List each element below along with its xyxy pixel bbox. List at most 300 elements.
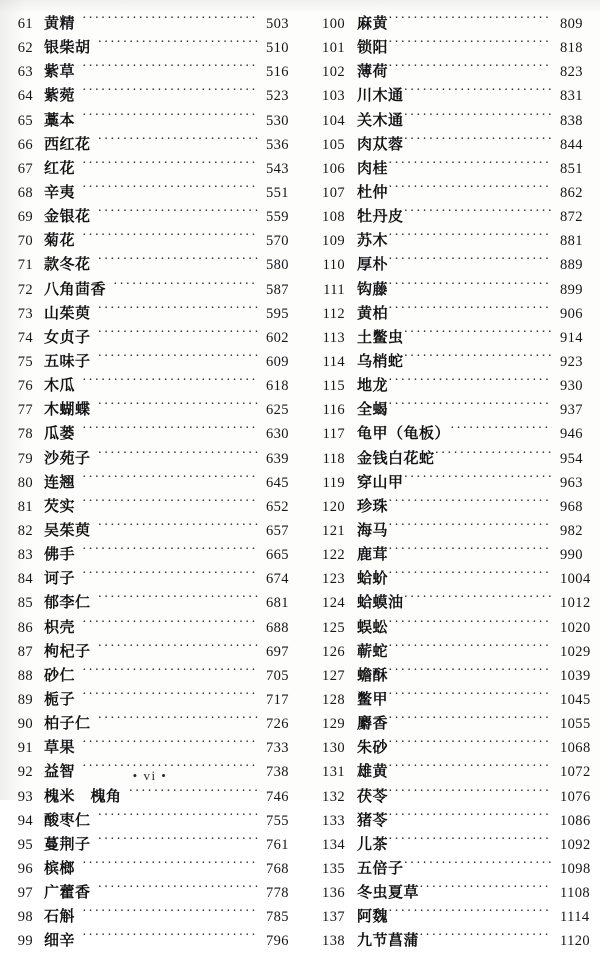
toc-entry[interactable] — [300, 109, 600, 133]
toc-entry-number: 64 — [17, 88, 33, 105]
toc-entry-title[interactable]: 珍珠 — [357, 496, 389, 515]
toc-dot-leader — [98, 302, 258, 318]
toc-entry-page-number: 796 — [266, 933, 289, 950]
toc-dot-leader — [82, 181, 258, 197]
toc-entry[interactable] — [300, 253, 600, 277]
toc-entry-title[interactable]: 麻黄 — [357, 14, 389, 32]
toc-entry-page-number: 543 — [266, 160, 289, 177]
toc-entry-title[interactable]: 女贞子 — [44, 327, 91, 346]
toc-entry-page-number: 595 — [266, 305, 289, 322]
toc-entry[interactable] — [0, 640, 300, 664]
toc-dot-leader — [98, 833, 258, 849]
toc-entry-title[interactable]: 朱砂 — [357, 738, 389, 757]
toc-entry-title[interactable]: 锁阳 — [357, 38, 389, 57]
toc-entry-page-number: 906 — [560, 305, 583, 322]
toc-dot-leader — [388, 664, 552, 680]
toc-entry[interactable] — [300, 350, 600, 374]
toc-entry-number: 105 — [322, 136, 345, 153]
toc-entry-title[interactable]: 菊花 — [44, 231, 76, 250]
toc-dot-leader — [404, 857, 552, 873]
toc-entry-title[interactable]: 广藿香 — [44, 883, 91, 902]
toc-dot-leader — [82, 495, 258, 511]
toc-entry[interactable] — [300, 229, 600, 253]
toc-entry[interactable] — [0, 591, 300, 615]
toc-entry[interactable] — [0, 736, 300, 760]
toc-entry-title[interactable]: 砂仁 — [44, 665, 76, 684]
toc-entry-title[interactable]: 穿山甲 — [357, 472, 404, 491]
toc-entry-title[interactable]: 肉桂 — [357, 158, 389, 177]
toc-entry-page-number: 1108 — [560, 885, 591, 902]
toc-entry-number: 81 — [17, 498, 33, 515]
toc-entry-title[interactable]: 槐米 槐角 — [44, 786, 122, 805]
toc-dot-leader — [82, 616, 258, 632]
toc-entry[interactable] — [0, 36, 300, 60]
toc-entry-number: 85 — [17, 595, 33, 612]
toc-entry-title[interactable]: 紫菀 — [44, 86, 76, 105]
toc-entry-page-number: 785 — [266, 909, 289, 926]
toc-entry[interactable] — [0, 905, 300, 929]
toc-entry-number: 91 — [17, 740, 33, 757]
toc-entry-number: 116 — [322, 402, 345, 419]
toc-dot-leader — [98, 712, 258, 728]
toc-entry-title[interactable]: 蜈蚣 — [357, 617, 389, 636]
toc-entry[interactable] — [300, 157, 600, 181]
toc-entry-title[interactable]: 木瓜 — [44, 376, 76, 395]
toc-dot-leader — [388, 36, 552, 52]
toc-entry-number: 121 — [322, 522, 345, 539]
toc-entry[interactable] — [300, 471, 600, 495]
toc-entry[interactable] — [0, 519, 300, 543]
toc-entry-number: 95 — [17, 836, 33, 853]
toc-entry-number: 66 — [17, 136, 33, 153]
toc-entry-title[interactable]: 槟榔 — [44, 858, 76, 877]
toc-dot-leader — [404, 133, 552, 149]
toc-entry-number: 102 — [322, 64, 345, 81]
toc-entry[interactable] — [0, 157, 300, 181]
toc-entry[interactable] — [300, 857, 600, 881]
toc-entry-title[interactable]: 西红花 — [44, 134, 91, 153]
toc-entry-page-number: 681 — [266, 595, 289, 612]
toc-entry-title[interactable]: 乌梢蛇 — [357, 351, 404, 370]
toc-entry-title[interactable]: 细辛 — [44, 931, 76, 950]
toc-entry[interactable] — [300, 809, 600, 833]
toc-entry[interactable] — [300, 181, 600, 205]
toc-entry-number: 97 — [17, 885, 33, 902]
toc-entry-title[interactable]: 郁李仁 — [44, 593, 91, 612]
toc-dot-leader — [388, 374, 552, 390]
toc-entry[interactable] — [300, 760, 600, 784]
toc-dot-leader — [82, 109, 258, 125]
toc-entry-title[interactable]: 儿茶 — [357, 834, 389, 853]
toc-entry[interactable] — [0, 350, 300, 374]
toc-entry-number: 83 — [17, 547, 33, 564]
toc-dot-leader — [388, 12, 552, 28]
toc-entry[interactable] — [0, 12, 300, 36]
toc-entry-title[interactable]: 款冬花 — [44, 255, 91, 274]
toc-entry-page-number: 755 — [266, 812, 289, 829]
toc-entry[interactable] — [0, 712, 300, 736]
toc-entry[interactable] — [300, 881, 600, 905]
toc-entry-number: 101 — [322, 40, 345, 57]
toc-entry-title[interactable]: 五味子 — [44, 351, 91, 370]
toc-entry-page-number: 889 — [560, 257, 583, 274]
toc-entry-number: 93 — [17, 788, 33, 805]
toc-entry[interactable] — [300, 84, 600, 108]
toc-entry-page-number: 1039 — [560, 667, 591, 684]
toc-entry[interactable] — [300, 374, 600, 398]
toc-entry[interactable] — [0, 833, 300, 857]
toc-entry-number: 88 — [17, 667, 33, 684]
toc-entry-page-number: 645 — [266, 474, 289, 491]
toc-entry-number: 80 — [17, 474, 33, 491]
toc-entry-number: 134 — [322, 836, 345, 853]
toc-entry-number: 136 — [322, 885, 345, 902]
toc-entry-number: 70 — [17, 233, 33, 250]
toc-dot-leader — [388, 736, 552, 752]
toc-entry-title[interactable]: 枳壳 — [44, 617, 76, 636]
toc-entry-page-number: 618 — [266, 378, 289, 395]
toc-entry-page-number: 530 — [266, 112, 289, 129]
toc-entry-title[interactable]: 蛤蟆油 — [357, 593, 404, 612]
toc-entry[interactable] — [0, 398, 300, 422]
toc-entry-page-number: 580 — [266, 257, 289, 274]
toc-entry-title[interactable]: 山茱萸 — [44, 303, 91, 322]
toc-entry[interactable] — [0, 809, 300, 833]
toc-entry-page-number: 963 — [560, 474, 583, 491]
toc-entry[interactable] — [300, 640, 600, 664]
toc-entry[interactable] — [0, 133, 300, 157]
toc-entry[interactable] — [300, 302, 600, 326]
toc-entry[interactable] — [300, 567, 600, 591]
toc-entry-page-number: 930 — [560, 378, 583, 395]
toc-entry-page-number: 738 — [266, 764, 289, 781]
toc-entry-title[interactable]: 枸杞子 — [44, 641, 91, 660]
toc-dot-leader — [98, 205, 258, 221]
toc-dot-leader — [82, 905, 258, 921]
toc-entry-number: 135 — [322, 860, 345, 877]
toc-entry[interactable] — [300, 905, 600, 929]
toc-entry-page-number: 838 — [560, 112, 583, 129]
toc-dot-leader — [404, 326, 552, 342]
toc-entry[interactable] — [0, 109, 300, 133]
toc-entry[interactable] — [0, 447, 300, 471]
toc-entry[interactable] — [0, 229, 300, 253]
toc-entry-page-number: 937 — [560, 402, 583, 419]
toc-dot-leader — [388, 833, 552, 849]
toc-dot-leader — [388, 157, 552, 173]
toc-entry-number: 72 — [17, 281, 33, 298]
toc-entry[interactable] — [300, 447, 600, 471]
toc-entry-title[interactable]: 全蝎 — [357, 400, 389, 419]
toc-entry-page-number: 761 — [266, 836, 289, 853]
toc-entry-page-number: 1114 — [560, 909, 590, 926]
toc-dot-leader — [98, 133, 258, 149]
toc-entry-page-number: 1004 — [560, 571, 591, 588]
toc-entry[interactable] — [300, 278, 600, 302]
toc-entry-number: 100 — [322, 16, 345, 32]
toc-entry[interactable] — [300, 133, 600, 157]
toc-entry-title[interactable]: 黄精 — [44, 14, 76, 32]
toc-entry-number: 128 — [322, 691, 345, 708]
toc-entry[interactable] — [0, 881, 300, 905]
toc-entry[interactable] — [300, 326, 600, 350]
toc-entry-number: 107 — [322, 184, 345, 201]
toc-dot-leader — [388, 543, 552, 559]
toc-entry-title[interactable]: 杜仲 — [357, 182, 389, 201]
toc-entry[interactable] — [0, 60, 300, 84]
toc-entry-number: 118 — [322, 450, 345, 467]
toc-entry-title[interactable]: 牡丹皮 — [357, 207, 404, 226]
toc-entry-page-number: 657 — [266, 522, 289, 539]
toc-entry[interactable] — [0, 616, 300, 640]
toc-entry-page-number: 602 — [266, 329, 289, 346]
toc-entry[interactable] — [0, 495, 300, 519]
toc-entry-title[interactable]: 蟾酥 — [357, 665, 389, 684]
toc-entry-title[interactable]: 猪苓 — [357, 810, 389, 829]
toc-entry-number: 96 — [17, 860, 33, 877]
toc-entry-title[interactable]: 银柴胡 — [44, 38, 91, 57]
toc-entry-page-number: 674 — [266, 571, 289, 588]
toc-dot-leader — [388, 278, 552, 294]
toc-entry-title[interactable]: 藁本 — [44, 110, 76, 129]
toc-entry-title[interactable]: 蕲蛇 — [357, 641, 389, 660]
toc-entry[interactable] — [300, 60, 600, 84]
toc-entry-page-number: 1120 — [560, 933, 591, 950]
toc-entry-number: 84 — [17, 571, 33, 588]
toc-entry-title[interactable]: 诃子 — [44, 569, 76, 588]
toc-entry-title[interactable]: 沙苑子 — [44, 448, 91, 467]
toc-entry-title[interactable]: 鹿茸 — [357, 545, 389, 564]
toc-entry-title[interactable]: 草果 — [44, 738, 76, 757]
toc-entry-number: 115 — [322, 378, 345, 395]
toc-dot-leader — [82, 567, 258, 583]
toc-dot-leader — [404, 205, 552, 221]
toc-dot-leader — [388, 616, 552, 632]
toc-entry-number: 86 — [17, 619, 33, 636]
toc-entry-title[interactable]: 五倍子 — [357, 858, 404, 877]
toc-entry[interactable] — [0, 326, 300, 350]
toc-entry-page-number: 872 — [560, 209, 583, 226]
toc-dot-leader — [388, 905, 552, 921]
toc-entry-page-number: 1076 — [560, 788, 591, 805]
toc-entry-title[interactable]: 地龙 — [357, 376, 389, 395]
toc-entry-title[interactable]: 九节菖蒲 — [357, 931, 420, 950]
toc-entry[interactable] — [300, 785, 600, 809]
toc-entry-number: 76 — [17, 378, 33, 395]
toc-entry-number: 94 — [17, 812, 33, 829]
toc-entry-title[interactable]: 芡实 — [44, 496, 76, 515]
toc-entry-page-number: 705 — [266, 667, 289, 684]
toc-entry-title[interactable]: 苏木 — [357, 231, 389, 250]
toc-entry-title[interactable]: 栀子 — [44, 689, 76, 708]
toc-entry[interactable] — [0, 929, 300, 953]
toc-entry[interactable] — [0, 857, 300, 881]
toc-entry-title[interactable]: 黄柏 — [357, 303, 389, 322]
toc-entry[interactable] — [0, 543, 300, 567]
toc-entry[interactable] — [300, 543, 600, 567]
toc-dot-leader — [404, 591, 552, 607]
toc-entry-title[interactable]: 八角茴香 — [44, 279, 107, 298]
toc-column-right — [300, 12, 600, 953]
toc-entry-number: 77 — [17, 402, 33, 419]
toc-entry-number: 103 — [322, 88, 345, 105]
toc-entry-title[interactable]: 海马 — [357, 520, 389, 539]
toc-entry[interactable] — [0, 785, 300, 809]
toc-entry-title[interactable]: 酸枣仁 — [44, 810, 91, 829]
toc-entry[interactable] — [0, 302, 300, 326]
toc-entry-title[interactable]: 雄黄 — [357, 762, 389, 781]
toc-entry-number: 87 — [17, 643, 33, 660]
toc-dot-leader — [404, 84, 552, 100]
table-of-contents — [0, 12, 600, 953]
toc-entry-title[interactable]: 柏子仁 — [44, 714, 91, 733]
toc-entry[interactable] — [0, 181, 300, 205]
toc-entry-title[interactable]: 阿魏 — [357, 907, 389, 926]
toc-entry-number: 104 — [322, 112, 345, 129]
toc-entry-title[interactable]: 冬虫夏草 — [357, 883, 420, 902]
toc-dot-leader — [98, 350, 258, 366]
toc-entry-title[interactable]: 薄荷 — [357, 62, 389, 81]
toc-entry-title[interactable]: 钩藤 — [357, 279, 389, 298]
toc-entry-number: 119 — [322, 474, 345, 491]
toc-entry[interactable] — [300, 205, 600, 229]
toc-entry[interactable] — [0, 374, 300, 398]
toc-entry-number: 71 — [17, 257, 33, 274]
toc-dot-leader — [98, 36, 258, 52]
toc-entry[interactable] — [300, 36, 600, 60]
toc-entry-title[interactable]: 紫草 — [44, 62, 76, 81]
toc-dot-leader — [113, 278, 258, 294]
toc-entry-page-number: 746 — [266, 788, 289, 805]
toc-entry-page-number: 503 — [266, 16, 289, 32]
toc-entry-title[interactable]: 辛夷 — [44, 182, 76, 201]
toc-entry[interactable] — [300, 616, 600, 640]
toc-entry-title[interactable]: 茯苓 — [357, 786, 389, 805]
toc-entry-title[interactable]: 金银花 — [44, 207, 91, 226]
toc-entry-page-number: 990 — [560, 547, 583, 564]
toc-entry[interactable] — [300, 929, 600, 953]
toc-entry-number: 109 — [322, 233, 345, 250]
toc-entry[interactable] — [300, 712, 600, 736]
toc-entry-number: 133 — [322, 812, 345, 829]
toc-entry-title[interactable]: 龟甲（龟板） — [357, 424, 451, 443]
toc-entry-number: 117 — [322, 426, 345, 443]
toc-entry-title[interactable]: 蛤蚧 — [357, 569, 389, 588]
toc-entry-title[interactable]: 金钱白花蛇 — [357, 448, 435, 467]
toc-dot-leader — [388, 567, 552, 583]
toc-entry-title[interactable]: 蔓荆子 — [44, 834, 91, 853]
toc-dot-leader — [388, 60, 552, 76]
toc-entry-title[interactable]: 厚朴 — [357, 255, 389, 274]
toc-entry-number: 78 — [17, 426, 33, 443]
toc-entry-title[interactable]: 佛手 — [44, 545, 76, 564]
toc-entry-title[interactable]: 吴茱萸 — [44, 520, 91, 539]
toc-entry[interactable] — [300, 688, 600, 712]
toc-entry-title[interactable]: 木蝴蝶 — [44, 400, 91, 419]
toc-column-left — [0, 12, 300, 953]
toc-entry-page-number: 733 — [266, 740, 289, 757]
toc-entry[interactable] — [300, 422, 600, 446]
toc-entry-number: 92 — [17, 764, 33, 781]
toc-dot-leader — [98, 640, 258, 656]
toc-entry[interactable] — [0, 688, 300, 712]
toc-dot-leader — [419, 929, 552, 945]
toc-entry[interactable] — [300, 495, 600, 519]
toc-entry[interactable] — [0, 278, 300, 302]
toc-entry[interactable] — [0, 422, 300, 446]
toc-dot-leader — [450, 422, 552, 438]
toc-entry-number: 127 — [322, 667, 345, 684]
toc-entry[interactable] — [300, 833, 600, 857]
toc-entry-page-number: 587 — [266, 281, 289, 298]
toc-entry-page-number: 551 — [266, 184, 289, 201]
toc-entry[interactable] — [300, 398, 600, 422]
toc-entry-number: 138 — [322, 933, 345, 950]
toc-entry-page-number: 639 — [266, 450, 289, 467]
toc-entry-page-number: 923 — [560, 353, 583, 370]
toc-dot-leader — [388, 809, 552, 825]
toc-entry[interactable] — [300, 519, 600, 543]
toc-entry-title[interactable]: 肉苁蓉 — [357, 134, 404, 153]
toc-entry[interactable] — [300, 591, 600, 615]
toc-entry[interactable] — [0, 253, 300, 277]
toc-entry[interactable] — [300, 12, 600, 36]
toc-entry-number: 82 — [17, 522, 33, 539]
toc-entry[interactable] — [0, 84, 300, 108]
toc-entry[interactable] — [0, 205, 300, 229]
toc-entry-page-number: 570 — [266, 233, 289, 250]
toc-entry[interactable] — [0, 664, 300, 688]
toc-entry-page-number: 818 — [560, 40, 583, 57]
toc-entry[interactable] — [0, 567, 300, 591]
toc-entry-page-number: 717 — [266, 691, 289, 708]
toc-entry-number: 63 — [17, 64, 33, 81]
toc-entry-page-number: 1092 — [560, 836, 591, 853]
toc-entry-title[interactable]: 红花 — [44, 158, 76, 177]
toc-entry[interactable] — [300, 736, 600, 760]
toc-entry-title[interactable]: 鳖甲 — [357, 689, 389, 708]
toc-entry-number: 98 — [17, 909, 33, 926]
toc-entry-title[interactable]: 关木通 — [357, 110, 404, 129]
toc-entry-number: 62 — [17, 40, 33, 57]
toc-entry-number: 126 — [322, 643, 345, 660]
toc-dot-leader — [388, 760, 552, 776]
toc-entry-title[interactable]: 益智 — [44, 762, 76, 781]
toc-entry-title[interactable]: 麝香 — [357, 714, 389, 733]
toc-entry-title[interactable]: 瓜蒌 — [44, 424, 76, 443]
toc-entry-number: 69 — [17, 209, 33, 226]
toc-entry-title[interactable]: 连翘 — [44, 472, 76, 491]
toc-entry-page-number: 1055 — [560, 716, 591, 733]
toc-dot-leader — [419, 881, 552, 897]
toc-dot-leader — [404, 109, 552, 125]
toc-entry[interactable] — [0, 471, 300, 495]
toc-entry-page-number: 862 — [560, 184, 583, 201]
toc-dot-leader — [82, 229, 258, 245]
toc-entry-number: 123 — [322, 571, 345, 588]
toc-entry-number: 90 — [17, 716, 33, 733]
toc-dot-leader — [98, 809, 258, 825]
toc-entry[interactable] — [300, 664, 600, 688]
toc-dot-leader — [82, 374, 258, 390]
toc-entry-title[interactable]: 土鳖虫 — [357, 327, 404, 346]
toc-entry-title[interactable]: 川木通 — [357, 86, 404, 105]
toc-entry-title[interactable]: 石斛 — [44, 907, 76, 926]
toc-entry-page-number: 523 — [266, 88, 289, 105]
toc-entry-page-number: 768 — [266, 860, 289, 877]
toc-entry-page-number: 625 — [266, 402, 289, 419]
toc-entry-page-number: 1045 — [560, 691, 591, 708]
